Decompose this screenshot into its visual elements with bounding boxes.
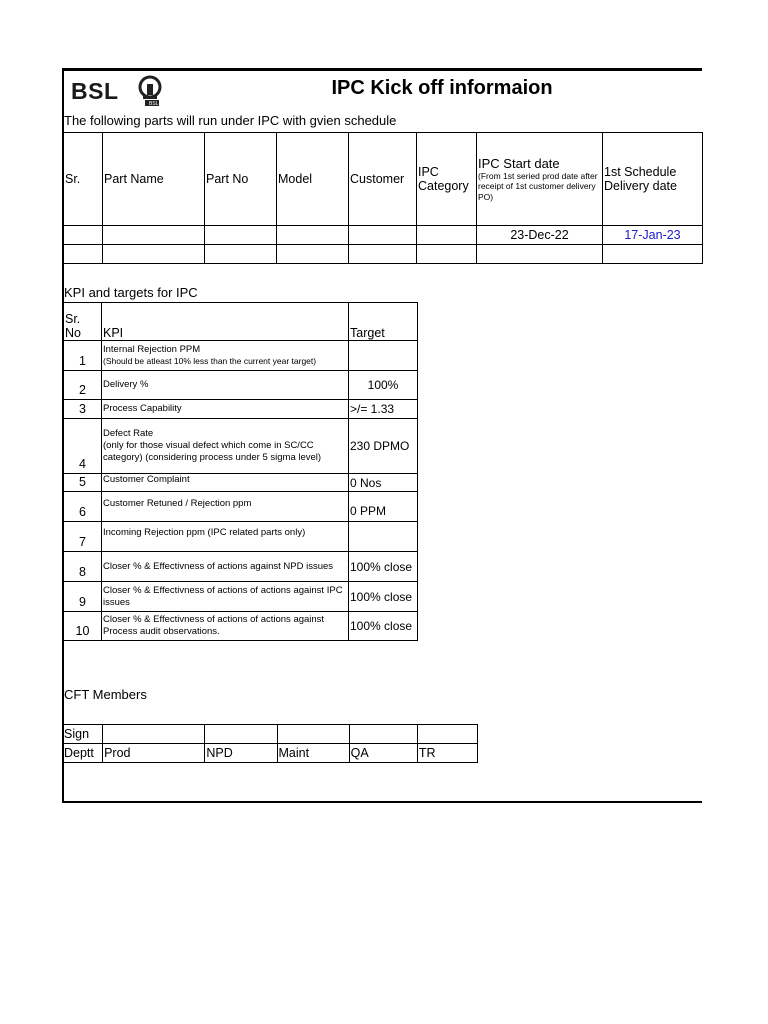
cft-sign-qa[interactable] <box>349 725 417 744</box>
table-row <box>64 226 703 245</box>
kpi-header-target: Target <box>349 303 418 341</box>
header-sr: Sr. <box>64 133 103 226</box>
cell-part-name[interactable] <box>103 226 205 245</box>
kpi-row <box>64 474 418 492</box>
kpi-row <box>64 400 418 419</box>
cft-sign-tr[interactable] <box>417 725 477 744</box>
cell-ipc-start-date[interactable]: 23-Dec-22 <box>477 226 603 245</box>
cell-delivery-date[interactable]: 17-Jan-23 <box>603 226 703 245</box>
header-ipc-start-label: IPC Start date <box>478 156 560 172</box>
kpi-row <box>64 522 418 552</box>
page-title: IPC Kick off informaion <box>331 77 553 99</box>
kpi-no: 4 <box>64 419 102 474</box>
kpi-target[interactable] <box>349 522 418 552</box>
cell-model[interactable] <box>277 245 349 264</box>
kpi-target[interactable]: 0 PPM <box>349 492 418 522</box>
header-ipc-start-date <box>477 133 603 226</box>
cell-sr[interactable] <box>64 245 103 264</box>
kpi-target[interactable]: >/= 1.33 <box>349 400 418 419</box>
kpi-row <box>64 492 418 522</box>
kpi-row <box>64 341 418 371</box>
kpi-target[interactable]: 100% close <box>349 582 418 612</box>
header-first-schedule <box>603 133 703 226</box>
cell-part-no[interactable] <box>205 226 277 245</box>
kpi-target[interactable]: 0 Nos <box>349 474 418 492</box>
kpi-no: 3 <box>64 400 102 419</box>
cft-dept-maint: Maint <box>277 744 349 763</box>
kpi-description <box>102 341 349 371</box>
kpi-heading: KPI and targets for IPC <box>64 285 198 300</box>
cft-sign-prod[interactable] <box>103 725 205 744</box>
logo-text: BSL <box>71 78 119 104</box>
header-ipc-category-line2: Category <box>418 179 469 193</box>
kpi-name: Customer Retuned / Rejection ppm <box>102 492 349 522</box>
cft-dept-npd: NPD <box>205 744 277 763</box>
kpi-target[interactable]: 100% close <box>349 552 418 582</box>
kpi-no: 2 <box>64 371 102 400</box>
frame-top-border <box>62 68 702 71</box>
kpi-no: 8 <box>64 552 102 582</box>
cft-dept-row <box>63 744 478 763</box>
kpi-header-row <box>64 303 418 341</box>
header-ipc-category <box>417 133 477 226</box>
cft-sign-row <box>63 725 478 744</box>
kpi-target[interactable]: 230 DPMO <box>349 419 418 474</box>
kpi-description <box>102 419 349 474</box>
kpi-row <box>64 612 418 641</box>
kpi-target[interactable]: 100% close <box>349 612 418 641</box>
kpi-name: Internal Rejection PPM <box>103 344 201 356</box>
header-customer: Customer <box>349 133 417 226</box>
table-row <box>64 245 703 264</box>
kpi-name: Closer % & Effectivness of actions of actions against IPC issues <box>102 582 349 612</box>
kpi-no: 1 <box>64 341 102 371</box>
kpi-name: Closer % & Effectivness of actions against NPD issues <box>102 552 349 582</box>
bsl-logo <box>66 74 170 110</box>
cft-heading: CFT Members <box>64 687 147 702</box>
kpi-target[interactable] <box>349 341 418 371</box>
cell-customer[interactable] <box>349 245 417 264</box>
kpi-name: Closer % & Effectivness of actions of actions against Process audit observations. <box>102 612 349 641</box>
header-part-no: Part No <box>205 133 277 226</box>
cft-dept-prod: Prod <box>103 744 205 763</box>
cft-sign-label: Sign <box>63 725 103 744</box>
kpi-name: Incoming Rejection ppm (IPC related parts only) <box>102 522 349 552</box>
kpi-no: 9 <box>64 582 102 612</box>
cell-ipc-category[interactable] <box>417 245 477 264</box>
kpi-name: Customer Complaint <box>102 474 349 492</box>
cell-ipc-start-date[interactable] <box>477 245 603 264</box>
kpi-row <box>64 419 418 474</box>
kpi-row <box>64 552 418 582</box>
header-ipc-category-line1: IPC <box>418 165 439 179</box>
kpi-note: (only for those visual defect which come in SC/CC category) (considering process under 5 sigma level) <box>103 440 322 463</box>
header-first-schedule-line2: Delivery date <box>604 179 677 193</box>
cft-sign-npd[interactable] <box>205 725 277 744</box>
frame-bottom-border <box>62 801 702 803</box>
kpi-no: 7 <box>64 522 102 552</box>
cell-ipc-category[interactable] <box>417 226 477 245</box>
cell-part-name[interactable] <box>103 245 205 264</box>
schedule-subtitle: The following parts will run under IPC with gvien schedule <box>64 113 397 128</box>
cft-table <box>62 724 478 763</box>
kpi-header-sr <box>64 303 102 341</box>
kpi-row <box>64 582 418 612</box>
kpi-no: 10 <box>64 612 102 641</box>
parts-header-row <box>64 133 703 226</box>
cft-dept-label: Deptt <box>63 744 103 763</box>
kpi-note: (Should be atleast 10% less than the current year target) <box>103 356 317 367</box>
kpi-header-kpi: KPI <box>102 303 349 341</box>
header-first-schedule-line1: 1st Schedule <box>604 165 677 179</box>
cell-model[interactable] <box>277 226 349 245</box>
cft-sign-maint[interactable] <box>277 725 349 744</box>
kpi-no: 5 <box>64 474 102 492</box>
kpi-name: Defect Rate <box>103 428 154 440</box>
parts-table <box>63 132 703 264</box>
cell-delivery-date[interactable] <box>603 245 703 264</box>
header-part-name: Part Name <box>103 133 205 226</box>
cft-left-border <box>62 704 63 725</box>
header-ipc-start-note: (From 1st seried prod date after receipt of 1st customer delivery PO) <box>478 171 598 202</box>
cell-part-no[interactable] <box>205 245 277 264</box>
kpi-row <box>64 371 418 400</box>
kpi-name: Delivery % <box>102 371 349 400</box>
bulb-icon <box>136 75 168 109</box>
cell-sr[interactable] <box>64 226 103 245</box>
kpi-name: Process Capability <box>102 400 349 419</box>
kpi-header-sr-line2: No <box>65 326 81 340</box>
cft-dept-tr: TR <box>417 744 477 763</box>
cell-customer[interactable] <box>349 226 417 245</box>
cft-dept-qa: QA <box>349 744 417 763</box>
kpi-header-sr-line1: Sr. <box>65 312 81 326</box>
kpi-target[interactable]: 100% <box>349 371 418 400</box>
kpi-table <box>63 302 418 641</box>
header-model: Model <box>277 133 349 226</box>
logo-small-text: BSL <box>149 101 159 107</box>
kpi-no: 6 <box>64 492 102 522</box>
